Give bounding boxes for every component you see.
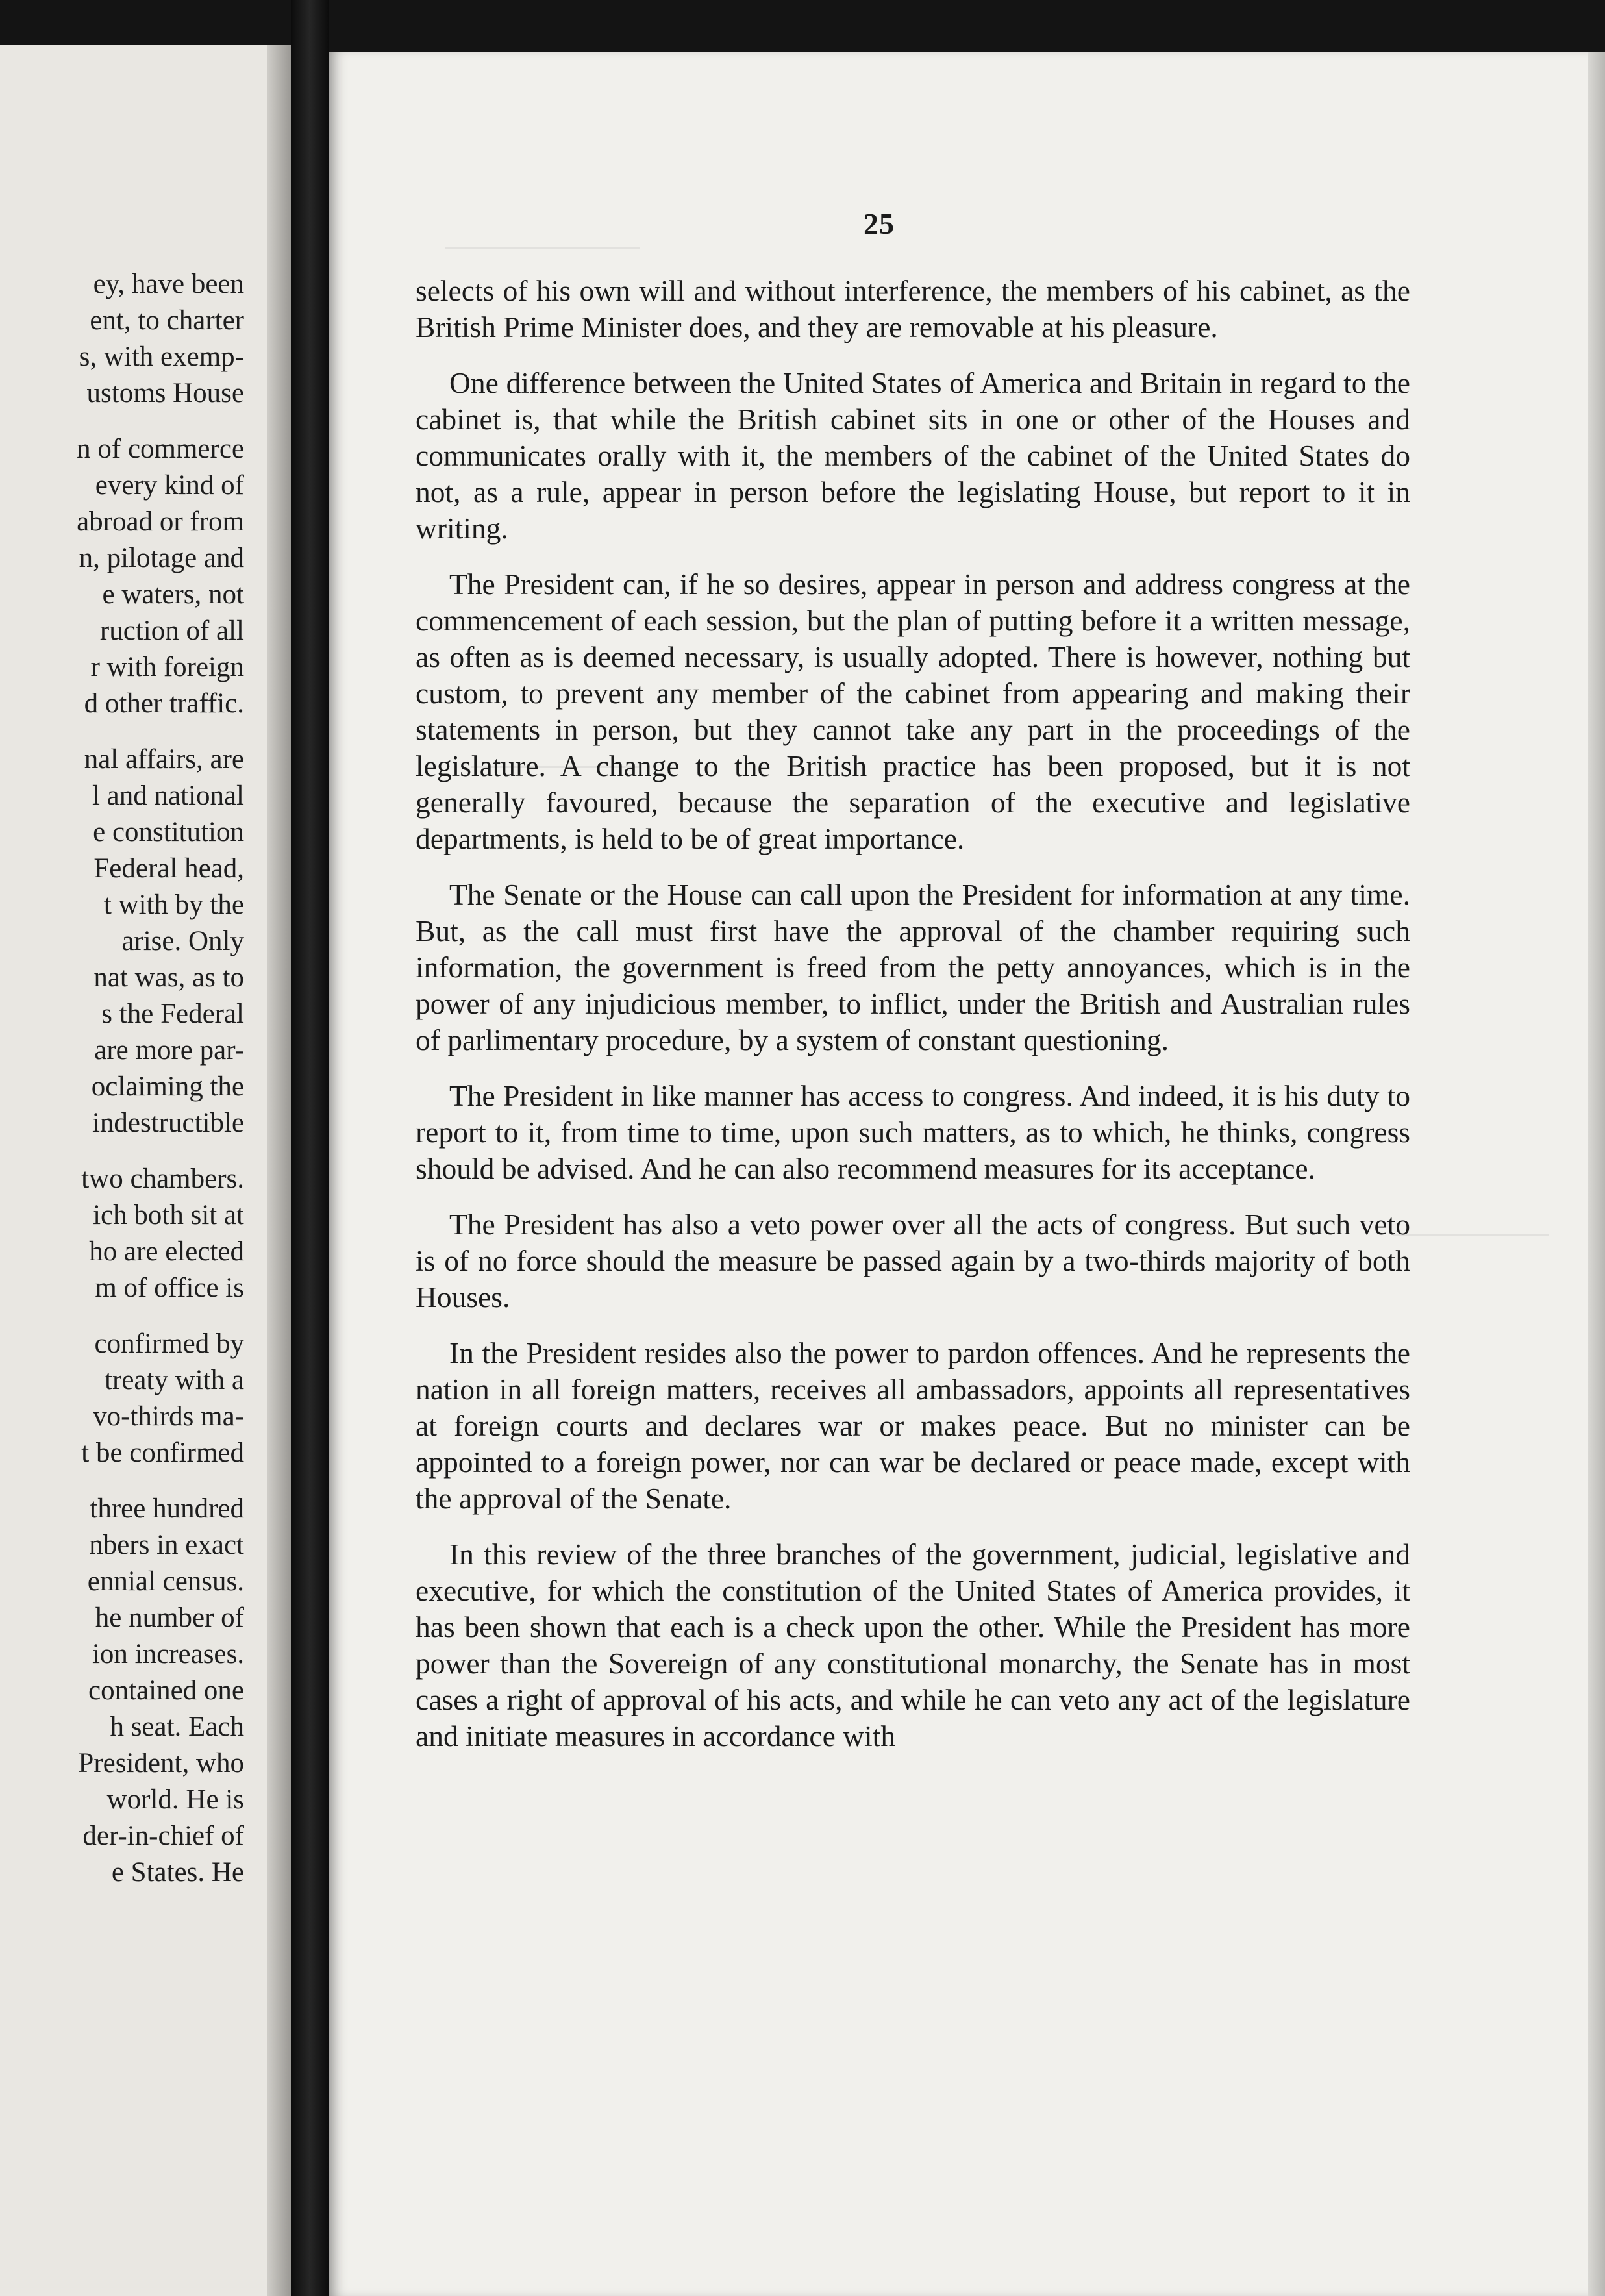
left-page-line: h seat. Each	[110, 1712, 244, 1742]
paragraph: The Senate or the House can call upon the President for information at any time. But, as the call must first have the approval of the chamber requiring such information, the government is freed from the petty annoyances, which is in the power of any injudicious member, to inflict, under the British and Australian rules of parlimentary procedure, by a system of constant questioning.	[416, 878, 1410, 1056]
page-right-edge	[1588, 52, 1605, 2296]
left-page-line: s the Federal	[101, 999, 244, 1029]
left-page-line: nal affairs, are	[84, 744, 244, 775]
left-page-line: r with foreign	[90, 652, 244, 682]
paragraph: selects of his own will and without interference, the members of his cabinet, as the British Prime Minister does, and they are removable at his pleasure.	[416, 274, 1410, 343]
left-page-line: indestructible	[92, 1108, 244, 1138]
left-page-line: ion increases.	[92, 1639, 244, 1669]
left-page-line: arise. Only	[121, 926, 244, 956]
left-page-line: d other traffic.	[84, 688, 244, 719]
left-page-line: world. He is	[106, 1784, 244, 1815]
left-page-line: n, pilotage and	[79, 543, 244, 573]
left-page-line: n of commerce	[77, 434, 244, 464]
left-page-line: Federal head,	[93, 853, 244, 884]
left-page-line: nat was, as to	[93, 962, 244, 993]
paragraph: The President has also a veto power over all the acts of congress. But such veto is of no force should the measure be passed again by a two-thirds majority of both Houses.	[416, 1208, 1410, 1314]
page-number: 25	[864, 207, 895, 240]
left-page-line: every kind of	[95, 470, 244, 501]
left-page-line: der-in-chief of	[82, 1821, 244, 1851]
paragraph: One difference between the United States of America and Britain in regard to the cabinet is, that while the British cabinet sits in one or other of the Houses and communicates orally with it, the members of the cabinet of the United States do not, as a rule, appear in person before the legislating House, but report to it in writing.	[416, 366, 1410, 545]
left-page-line: t with by the	[103, 890, 244, 920]
paragraph: The President can, if he so desires, appear in person and address congress at the commencement of each session, but the plan of putting before it a written message, as often as is deemed necessary, is usually adopted. There is however, nothing but custom, to prevent any member of the cabinet from appearing and making their statements in person, but they cannot take any part in the proceedings of the legislature. A change to the British practice has been proposed, but it is not generally favoured, because the separation of the executive and legislative departments, is held to be of great importance.	[416, 568, 1410, 855]
left-page-line: nbers in exact	[89, 1530, 244, 1560]
left-page-line: he number of	[95, 1603, 244, 1633]
left-page-line: e States. He	[111, 1857, 244, 1888]
left-page-line: oclaiming the	[91, 1071, 244, 1102]
left-page-line: confirmed by	[94, 1329, 244, 1359]
left-facing-page	[0, 45, 291, 2296]
left-page-line: l and national	[92, 780, 244, 811]
left-page-line: e waters, not	[102, 579, 244, 610]
left-page-line: President, who	[78, 1748, 244, 1778]
left-page-line: ennial census.	[87, 1566, 244, 1597]
left-page-line: contained one	[88, 1675, 244, 1706]
left-page-line: treaty with a	[105, 1365, 244, 1395]
paragraph: In this review of the three branches of the government, judicial, legislative and executive, for which the constitution of the United States of America provides, it has been shown that each is a check upon the other. While the President has more power than the Sovereign of any constitutional monarchy, the Senate has in most cases a right of approval of his acts, and while he can veto any act of the legislature and initiate measures in accordance with	[416, 1538, 1410, 1753]
left-page-line: abroad or from	[77, 506, 244, 537]
left-page-line: ho are elected	[89, 1236, 244, 1267]
left-page-line: s, with exemp-	[79, 342, 244, 372]
left-page-line: t be confirmed	[81, 1438, 244, 1468]
left-page-line: vo-thirds ma-	[93, 1401, 244, 1432]
left-page-line: ent, to charter	[90, 305, 244, 336]
left-page-line: two chambers.	[81, 1164, 244, 1194]
left-page-line: ich both sit at	[93, 1200, 244, 1230]
left-page-line: e constitution	[93, 817, 244, 847]
left-page-line: three hundred	[90, 1493, 244, 1524]
paragraph: The President in like manner has access to congress. And indeed, it is his duty to report to it, from time to time, upon such matters, as to which, he thinks, congress should be advised. And he can also recommend measures for its acceptance.	[416, 1079, 1410, 1185]
left-page-line: ruction of all	[99, 616, 244, 646]
left-page-gutter	[268, 45, 291, 2296]
book-spine	[291, 0, 329, 2296]
left-page-line: ey, have been	[93, 269, 244, 299]
bleed-through-mark	[1393, 1234, 1549, 1236]
left-page-line: m of office is	[95, 1273, 244, 1303]
left-page-line: ustoms House	[86, 378, 244, 408]
left-page-line: are more par-	[94, 1035, 244, 1066]
paragraph: In the President resides also the power to pardon offences. And he represents the nation in all foreign matters, receives all ambassadors, appoints all representatives at foreign courts and declares war or makes peace. But no minister can be appointed to a foreign power, nor can war be declared or peace made, except with the approval of the Senate.	[416, 1336, 1410, 1515]
bleed-through-mark	[445, 247, 640, 249]
page-body	[416, 273, 1410, 1774]
